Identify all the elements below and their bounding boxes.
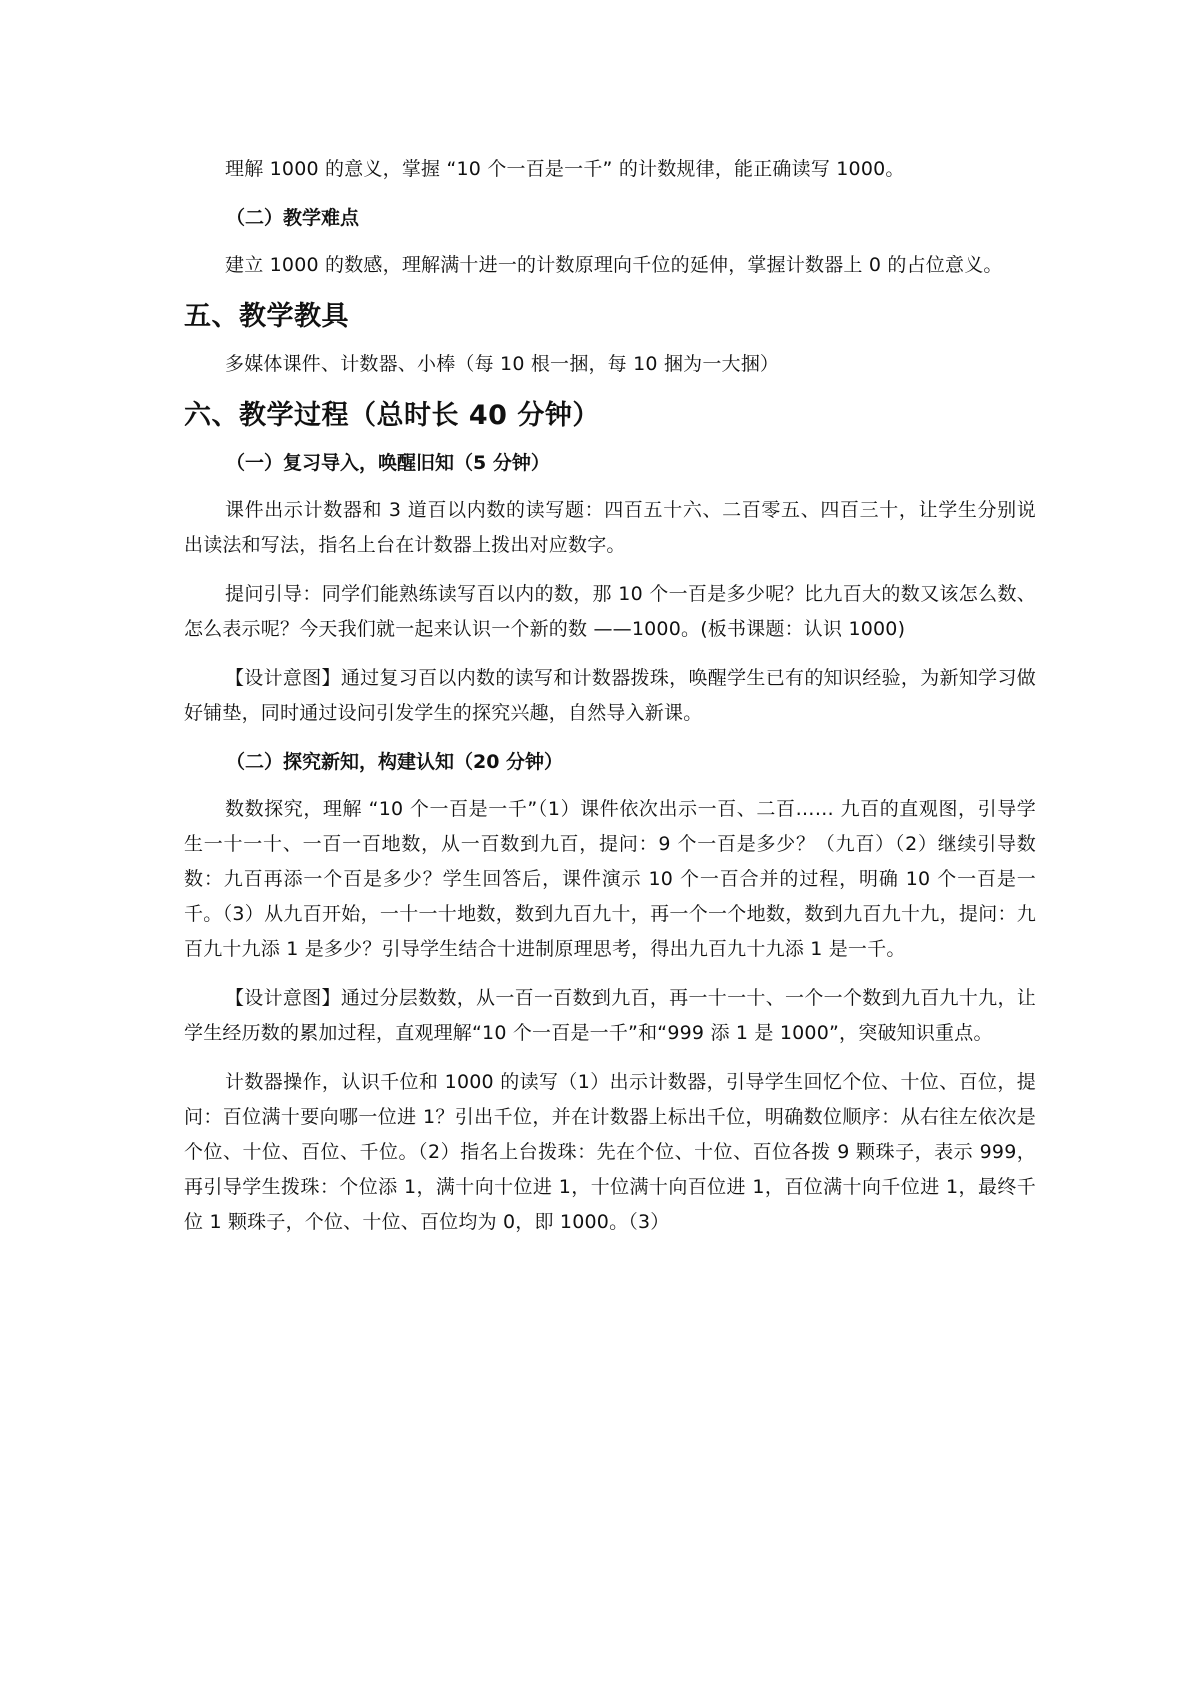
paragraph-counting-exploration: 数数探究，理解 “10 个一百是一千”（1）课件依次出示一百、二百…… 九百的直观图，引导学生一十一十、一百一百地数，从一百数到九百，提问：9 个一百是多少？（九百）（2）继续引导数数：九百再添一个百是多少？学生回答后，课件演示 10 个一百合并的过程，明确 10 个一百是一千。（3）从九百开始，一十一十地数，数到九百九十，再一个一个地数，数到九百九十九，提问：九百九十九添 1 是多少？引导学生结合十进制原理思考，得出九百九十九添 1 是一千。	[184, 798, 1036, 960]
paragraph-key-point-understanding-1000: 理解 1000 的意义，掌握 “10 个一百是一千” 的计数规律，能正确读写 1000。	[225, 158, 905, 180]
heading-teaching-process: 六、教学过程（总时长 40 分钟）	[184, 400, 600, 431]
paragraph-design-intent-1: 【设计意图】通过复习百以内数的读写和计数器拨珠，唤醒学生已有的知识经验，为新知学习做好铺垫，同时通过设问引发学生的探究兴趣，自然导入新课。	[184, 667, 1036, 724]
paragraph-abacus-operation: 计数器操作，认识千位和 1000 的读写（1）出示计数器，引导学生回忆个位、十位、百位，提问：百位满十要向哪一位进 1？引出千位，并在计数器上标出千位，明确数位顺序：从右往左依次是个位、十位、百位、千位。（2）指名上台拨珠：先在个位、十位、百位各拨 9 颗珠子，表示 999，再引导学生拨珠：个位添 1，满十向十位进 1，十位满十向百位进 1，百位满十向千位进 1，最终千位 1 颗珠子，个位、十位、百位均为 0，即 1000。（3）	[184, 1071, 1036, 1233]
subheading-explore-new-knowledge: （二）探究新知，构建认知（20 分钟）	[226, 751, 564, 773]
paragraph-teaching-difficulties: 建立 1000 的数感，理解满十进一的计数原理向千位的延伸，掌握计数器上 0 的占位意义。	[225, 254, 1003, 276]
subheading-review-introduction: （一）复习导入，唤醒旧知（5 分钟）	[226, 452, 550, 474]
paragraph-question-guidance: 提问引导：同学们能熟练读写百以内的数，那 10 个一百是多少呢？比九百大的数又该怎么数、怎么表示呢？今天我们就一起来认识一个新的数 ——1000。(板书课题：认识 1000)	[184, 583, 1036, 640]
paragraph-review-exercise: 课件出示计数器和 3 道百以内数的读写题：四百五十六、二百零五、四百三十，让学生分别说出读法和写法，指名上台在计数器上拨出对应数字。	[184, 499, 1036, 556]
paragraph-teaching-aids: 多媒体课件、计数器、小棒（每 10 根一捆，每 10 捆为一大捆）	[225, 353, 780, 375]
paragraph-design-intent-2: 【设计意图】通过分层数数，从一百一百数到九百，再一十一十、一个一个数到九百九十九，让学生经历数的累加过程，直观理解“10 个一百是一千”和“999 添 1 是 1000”，突破知识重点。	[184, 987, 1036, 1044]
document-page	[184, 152, 1036, 1240]
subheading-teaching-difficulties: （二）教学难点	[226, 207, 360, 229]
heading-teaching-aids: 五、教学教具	[184, 301, 349, 332]
